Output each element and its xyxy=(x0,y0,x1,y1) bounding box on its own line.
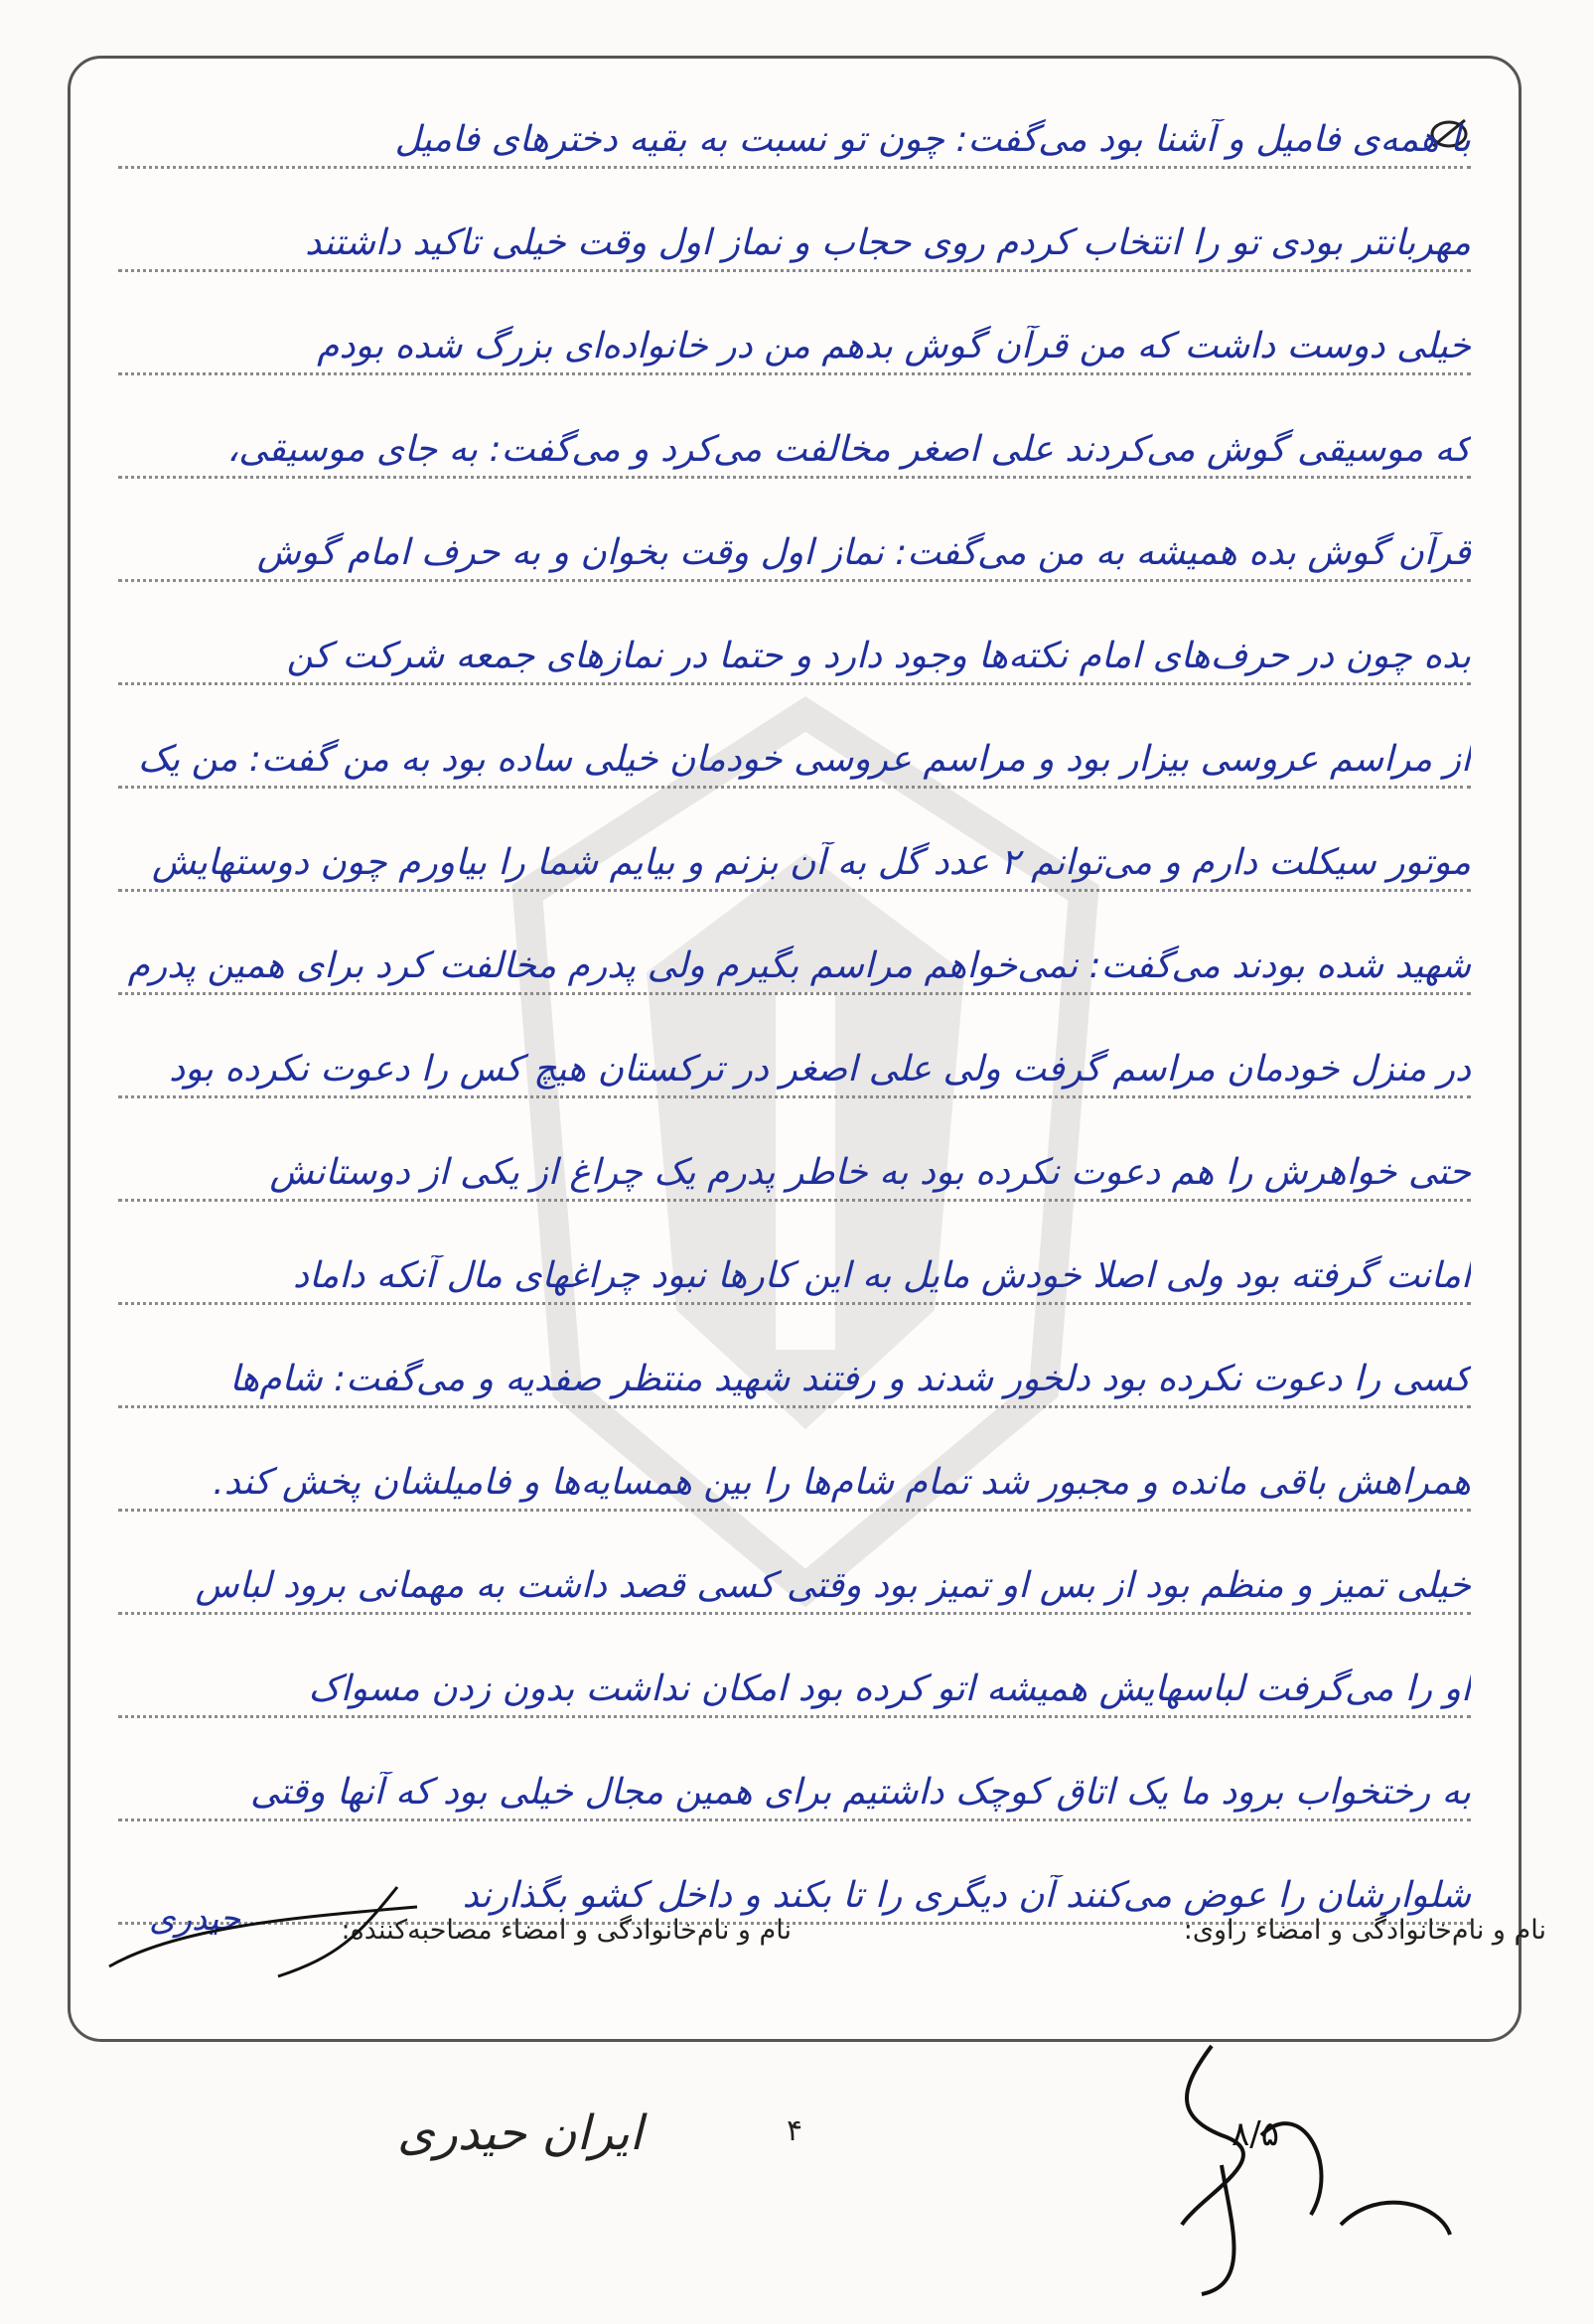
text-line: شلوارشان را عوض می‌کنند آن دیگری را تا بکند و داخل کشو بگذارند xyxy=(118,1844,1471,1925)
page-number: ۴ xyxy=(787,2113,803,2148)
text-line: شهید شده بودند می‌گفت: نمی‌خواهم مراسم بگیرم ولی پدرم مخالفت کرد برای همین پدرم xyxy=(118,915,1471,995)
narrator-signature-label: نام و نام‌خانوادگی و امضاء راوی: xyxy=(1183,1915,1546,1946)
text-line: قرآن گوش بده همیشه به من می‌گفت: نماز اول وقت بخوان و به حرف امام گوش xyxy=(118,502,1471,582)
text-line: به رختخواب برود ما یک اتاق کوچک داشتیم برای همین مجال خیلی بود که آنها وقتی xyxy=(118,1741,1471,1821)
text-line: موتور سیکلت دارم و می‌توانم ۲ عدد گل به آن بزنم و بیایم شما را بیاورم چون دوستهایش xyxy=(118,811,1471,892)
text-line: امانت گرفته بود ولی اصلا خودش مایل به این کارها نبود چراغهای مال آنکه داماد xyxy=(118,1225,1471,1305)
text-line: حتی خواهرش را هم دعوت نکرده بود به خاطر پدرم یک چراغ از یکی از دوستانش xyxy=(118,1121,1471,1202)
svg-text:۸/۵: ۸/۵ xyxy=(1232,2114,1279,2154)
text-line: در منزل خودمان مراسم گرفت ولی علی اصغر در ترکستان هیچ کس را دعوت نکرده بود xyxy=(118,1018,1471,1098)
text-line: کسی را دعوت نکرده بود دلخور شدند و رفتند شهید منتظر صفدیه و می‌گفت: شام‌ها xyxy=(118,1328,1471,1408)
form-sheet xyxy=(68,56,1522,2042)
text-line: که موسیقی گوش می‌کردند علی اصغر مخالفت می‌کرد و می‌گفت: به جای موسیقی، xyxy=(118,398,1471,479)
text-line: مهربانتر بودی تو را انتخاب کردم روی حجاب و نماز اول وقت خیلی تاکید داشتند xyxy=(118,192,1471,272)
narrator-signature: حیدری xyxy=(149,1899,241,1939)
text-line: خیلی تمیز و منظم بود از بس او تمیز بود وقتی کسی قصد داشت به مهمانی برود لباس xyxy=(118,1534,1471,1615)
text-line: از مراسم عروسی بیزار بود و مراسم عروسی خودمان خیلی ساده بود به من گفت: من یک xyxy=(118,708,1471,789)
narrator-name-handwritten: ایران حیدری xyxy=(397,2106,644,2161)
narrator-signature-stroke-icon xyxy=(99,1867,427,1986)
text-line: خیلی دوست داشت که من قرآن گوش بدهم من در خانواده‌ای بزرگ شده بودم xyxy=(118,295,1471,375)
text-line: همراهش باقی مانده و مجبور شد تمام شام‌ها را بین همسایه‌ها و فامیلشان پخش کند. xyxy=(118,1431,1471,1512)
text-line: با همه‌ی فامیل و آشنا بود می‌گفت: چون تو نسبت به بقیه دخترهای فامیل xyxy=(118,88,1471,169)
text-line: بده چون در حرف‌های امام نکته‌ها وجود دارد و حتما در نمازهای جمعه شرکت کن xyxy=(118,605,1471,685)
text-line: او را می‌گرفت لباسهایش همیشه اتو کرده بود امکان نداشت بدون زدن مسواک xyxy=(118,1638,1471,1718)
interviewer-signature-icon xyxy=(1142,2026,1470,2304)
interviewer-signature-label: نام و نام‌خانوادگی و امضاء مصاحبه‌کننده: xyxy=(341,1915,792,1946)
